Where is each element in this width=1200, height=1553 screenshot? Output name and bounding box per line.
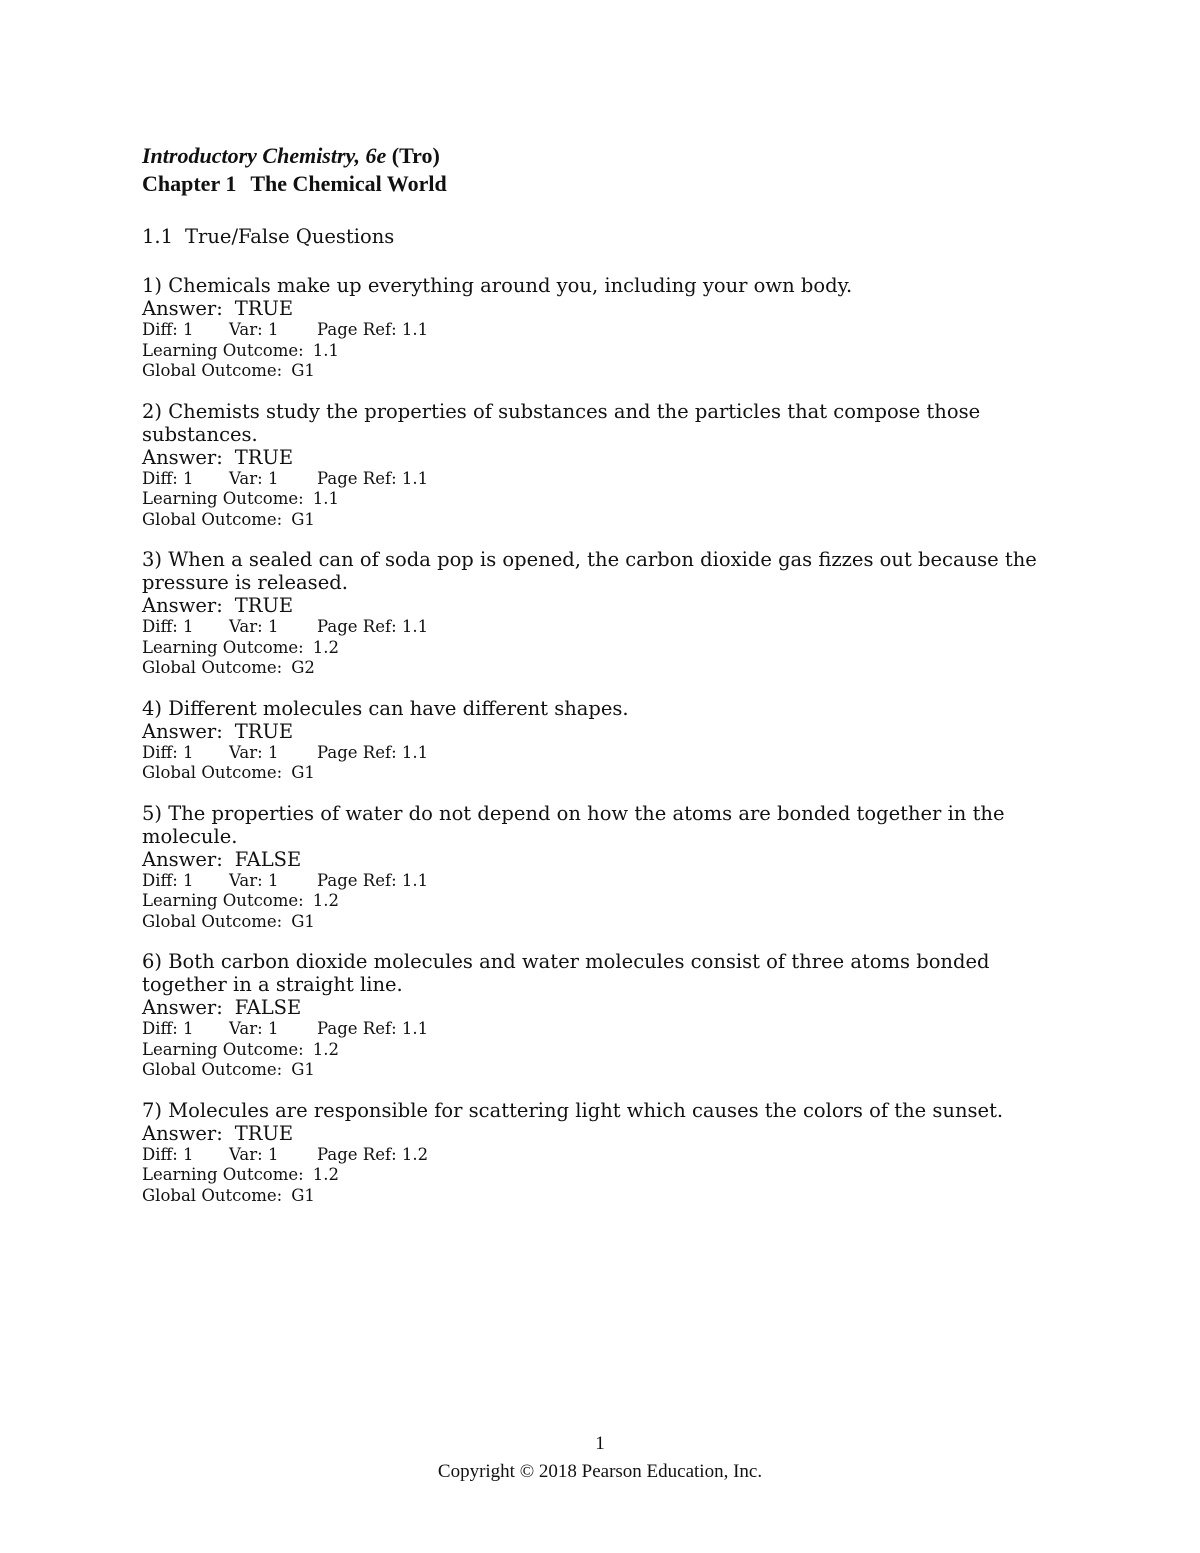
var-value: 1 [267, 1019, 279, 1038]
page-ref-label: Page Ref: [317, 468, 397, 488]
learning-outcome-row [142, 1165, 1062, 1186]
var-label: Var: [229, 1144, 263, 1164]
diff-value: 1 [183, 468, 194, 488]
global-outcome-value: G1 [291, 763, 315, 782]
page-ref-label: Page Ref: [317, 617, 397, 636]
global-outcome-row [142, 763, 1062, 784]
answer-value: TRUE [234, 1121, 294, 1145]
global-outcome-value: G1 [291, 911, 315, 931]
answer-label: Answer: [142, 996, 223, 1019]
var-value: 1 [267, 468, 279, 488]
page-ref-value: 1.1 [401, 870, 429, 890]
question-item [142, 950, 1062, 1081]
question-metadata [142, 617, 1062, 679]
question-text: 1) Chemicals make up everything around you, including your own body. [142, 274, 853, 297]
question-metadata [142, 743, 1062, 784]
page-number: 1 [595, 1433, 605, 1454]
global-outcome-value: G1 [291, 361, 315, 380]
answer-value: TRUE [234, 297, 294, 320]
diff-value: 1 [183, 320, 194, 339]
global-outcome-label: Global Outcome: [142, 763, 283, 782]
book-title-line [142, 142, 447, 170]
section-heading [142, 224, 394, 250]
question-item [142, 697, 1062, 784]
global-outcome-label: Global Outcome: [142, 509, 283, 529]
question-metadata [142, 320, 1062, 382]
diff-label: Diff: [142, 468, 178, 488]
learning-outcome-label: Learning Outcome: [142, 340, 304, 360]
learning-outcome-value: 1.1 [312, 340, 339, 360]
learning-outcome-value: 1.2 [312, 637, 339, 657]
book-title: Introductory Chemistry, 6e [142, 143, 387, 168]
question-item [142, 802, 1062, 933]
answer-label: Answer: [142, 719, 223, 743]
question-metadata [142, 469, 1062, 531]
global-outcome-row [142, 361, 1062, 382]
learning-outcome-row [142, 341, 1062, 362]
page-ref-value: 1.1 [401, 742, 429, 762]
var-label: Var: [229, 320, 263, 339]
answer-label: Answer: [142, 847, 223, 871]
var-label: Var: [229, 468, 263, 488]
page-ref-label: Page Ref: [317, 320, 397, 339]
diff-label: Diff: [142, 870, 178, 890]
answer-value: TRUE [234, 719, 294, 743]
global-outcome-value: G1 [291, 1185, 315, 1205]
document-header [142, 142, 447, 198]
var-label: Var: [229, 1019, 263, 1038]
difficulty-row [142, 469, 1062, 490]
difficulty-row [142, 743, 1062, 764]
answer-value: FALSE [234, 996, 302, 1019]
book-author: (Tro) [391, 143, 440, 168]
learning-outcome-label: Learning Outcome: [142, 891, 304, 910]
chapter-title-line [142, 170, 447, 198]
page-ref-label: Page Ref: [317, 1144, 397, 1164]
question-metadata [142, 871, 1062, 933]
page-ref-value: 1.1 [401, 617, 429, 636]
diff-value: 1 [183, 617, 194, 636]
global-outcome-row [142, 510, 1062, 531]
page-ref-value: 1.1 [401, 468, 429, 488]
var-label: Var: [229, 870, 263, 890]
answer-line [142, 848, 1062, 871]
page-ref-label: Page Ref: [317, 870, 397, 890]
answer-line [142, 297, 1062, 320]
answer-value: FALSE [234, 847, 302, 871]
global-outcome-label: Global Outcome: [142, 658, 283, 677]
learning-outcome-label: Learning Outcome: [142, 637, 304, 657]
global-outcome-row [142, 1060, 1062, 1081]
learning-outcome-label: Learning Outcome: [142, 1039, 304, 1059]
answer-line [142, 594, 1062, 617]
answer-line [142, 996, 1062, 1019]
var-label: Var: [229, 617, 263, 636]
question-item [142, 548, 1062, 679]
section-number: 1.1 [142, 225, 174, 248]
learning-outcome-value: 1.2 [312, 891, 339, 910]
answer-line [142, 720, 1062, 743]
difficulty-row [142, 320, 1062, 341]
answer-label: Answer: [142, 445, 223, 469]
learning-outcome-row [142, 638, 1062, 659]
learning-outcome-row [142, 891, 1062, 912]
var-value: 1 [267, 1144, 279, 1164]
page-ref-label: Page Ref: [317, 742, 397, 762]
answer-value: TRUE [234, 594, 294, 617]
learning-outcome-row [142, 1040, 1062, 1061]
question-text: 7) Molecules are responsible for scattering light which causes the colors of the sunset. [142, 1098, 1004, 1122]
diff-label: Diff: [142, 1019, 178, 1038]
difficulty-row [142, 1145, 1062, 1166]
question-text: 4) Different molecules can have different shapes. [142, 696, 629, 720]
page-ref-value: 1.1 [401, 1019, 429, 1038]
difficulty-row [142, 871, 1062, 892]
question-text: 2) Chemists study the properties of substances and the particles that compose those substances. [142, 399, 981, 446]
diff-label: Diff: [142, 617, 178, 636]
question-item [142, 274, 1062, 382]
diff-value: 1 [183, 1019, 194, 1038]
answer-value: TRUE [234, 445, 294, 469]
diff-value: 1 [183, 870, 194, 890]
learning-outcome-row [142, 489, 1062, 510]
question-text: 3) When a sealed can of soda pop is opened, the carbon dioxide gas fizzes out because the pressure is released. [142, 548, 1037, 594]
question-list [142, 274, 1062, 1224]
diff-label: Diff: [142, 1144, 178, 1164]
question-text: 5) The properties of water do not depend on how the atoms are bonded together in the molecule. [142, 801, 1005, 848]
var-value: 1 [267, 870, 279, 890]
question-item [142, 1099, 1062, 1207]
answer-label: Answer: [142, 594, 223, 617]
diff-label: Diff: [142, 320, 178, 339]
var-value: 1 [267, 320, 279, 339]
var-value: 1 [267, 742, 279, 762]
global-outcome-value: G2 [291, 658, 315, 677]
global-outcome-label: Global Outcome: [142, 1060, 283, 1079]
question-metadata [142, 1145, 1062, 1207]
answer-line [142, 446, 1062, 469]
answer-line [142, 1122, 1062, 1145]
var-value: 1 [267, 617, 279, 636]
question-metadata [142, 1019, 1062, 1081]
global-outcome-value: G1 [291, 1060, 315, 1079]
learning-outcome-value: 1.2 [312, 1165, 339, 1184]
global-outcome-label: Global Outcome: [142, 1185, 283, 1205]
learning-outcome-value: 1.2 [312, 1039, 339, 1059]
answer-label: Answer: [142, 297, 223, 320]
global-outcome-row [142, 658, 1062, 679]
question-item [142, 400, 1062, 531]
var-label: Var: [229, 742, 263, 762]
page-ref-value: 1.1 [401, 320, 429, 339]
copyright-notice: Copyright © 2018 Pearson Education, Inc. [437, 1461, 763, 1482]
diff-value: 1 [183, 1144, 194, 1164]
diff-value: 1 [183, 742, 194, 762]
diff-label: Diff: [142, 742, 178, 762]
global-outcome-label: Global Outcome: [142, 911, 283, 931]
global-outcome-value: G1 [291, 509, 315, 529]
difficulty-row [142, 617, 1062, 638]
section-title: True/False Questions [185, 225, 395, 248]
learning-outcome-label: Learning Outcome: [142, 489, 304, 508]
page-ref-label: Page Ref: [317, 1019, 397, 1038]
learning-outcome-label: Learning Outcome: [142, 1165, 304, 1184]
global-outcome-row [142, 1186, 1062, 1207]
learning-outcome-value: 1.1 [312, 489, 339, 508]
question-text: 6) Both carbon dioxide molecules and water molecules consist of three atoms bonded together in a straight line. [142, 950, 990, 996]
chapter-name: The Chemical World [250, 171, 447, 196]
global-outcome-row [142, 912, 1062, 933]
answer-label: Answer: [142, 1121, 223, 1145]
chapter-label: Chapter 1 [142, 171, 237, 196]
page-ref-value: 1.2 [401, 1144, 429, 1164]
difficulty-row [142, 1019, 1062, 1040]
global-outcome-label: Global Outcome: [142, 361, 283, 380]
